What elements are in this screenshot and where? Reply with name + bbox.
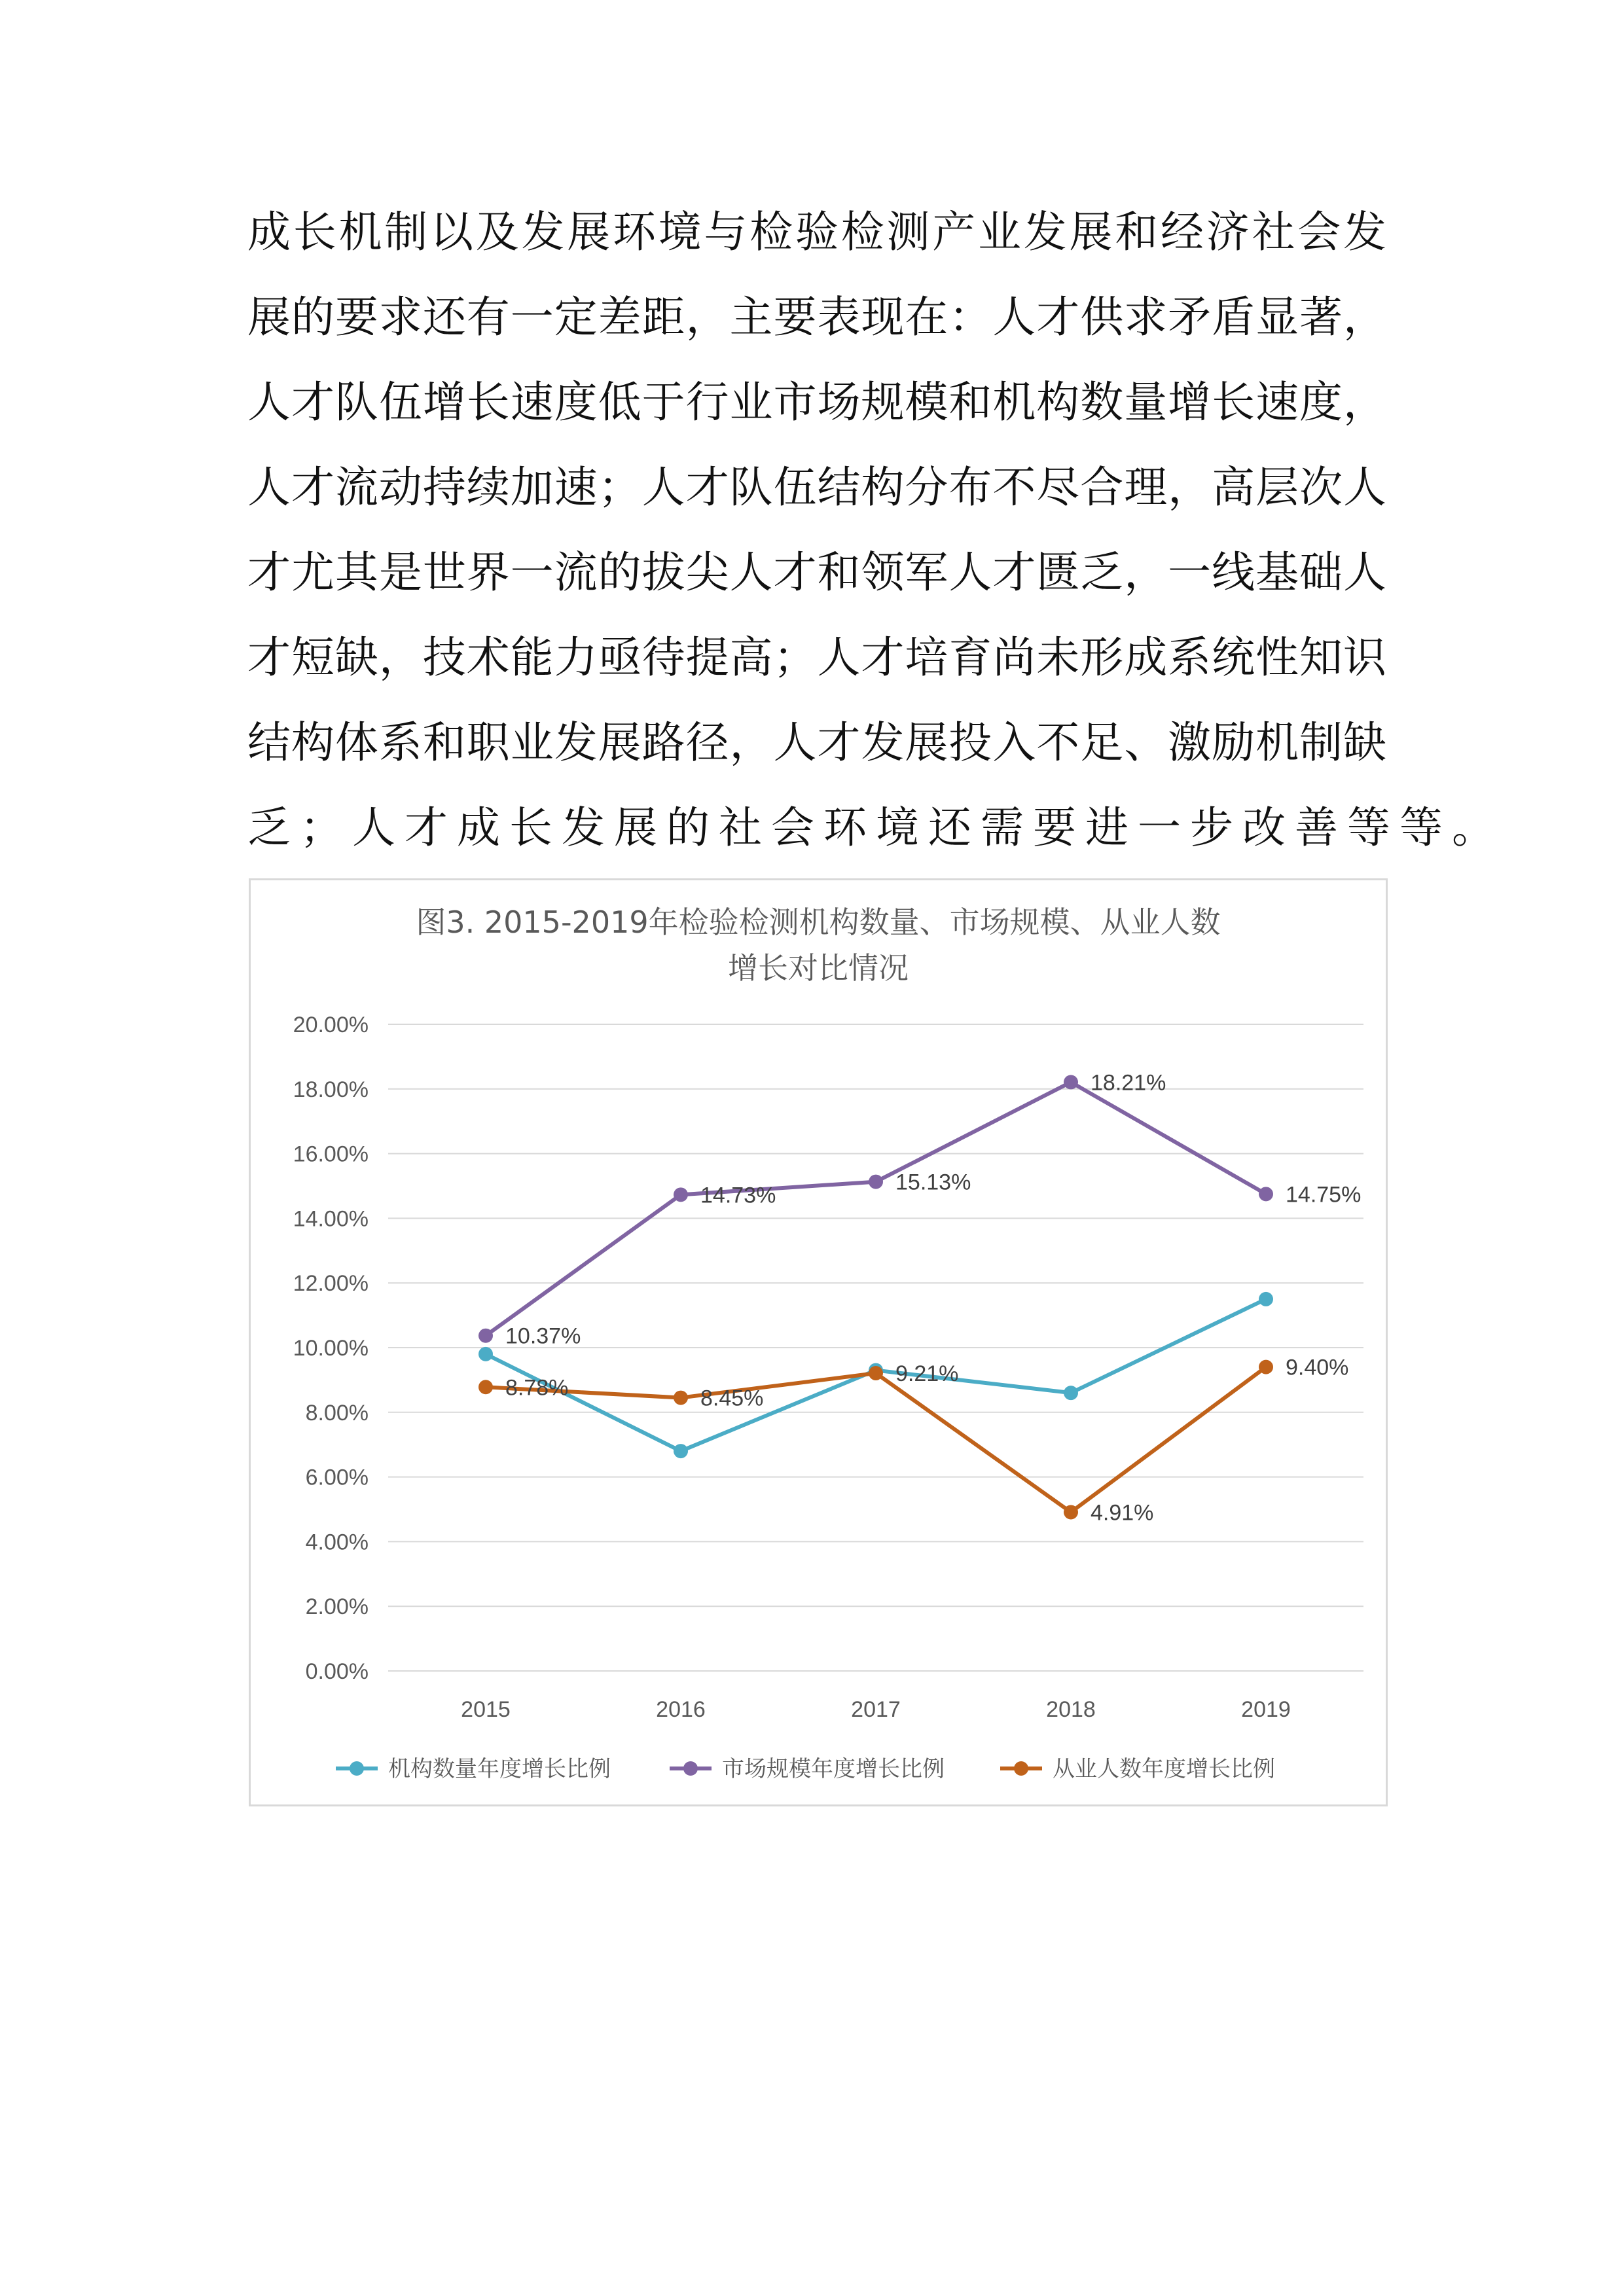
legend-swatch-marker: [683, 1761, 698, 1776]
x-tick-label: 2017: [851, 1697, 901, 1722]
data-point: [478, 1347, 493, 1361]
series-group: [478, 1075, 1273, 1519]
legend: [336, 1756, 1275, 1782]
y-tick-label: 0.00%: [305, 1659, 369, 1684]
data-point: [674, 1444, 688, 1458]
paragraph-line: 才短缺，技术能力亟待提高；人才培育尚未形成系统性知识: [247, 632, 1386, 683]
paragraph-line: 乏；人才成长发展的社会环境还需要进一步改善等等。: [247, 802, 1504, 853]
y-tick-label: 12.00%: [293, 1271, 369, 1297]
paragraph-line: 结构体系和职业发展路径，人才发展投入不足、激励机制缺: [247, 717, 1386, 768]
x-tick-label: 2016: [656, 1697, 706, 1722]
legend-swatch-marker: [1014, 1761, 1028, 1776]
series-line: [486, 1082, 1266, 1335]
data-point: [1259, 1292, 1273, 1306]
legend-label: 从业人数年度增长比例: [1053, 1756, 1275, 1782]
data-point: [1259, 1360, 1273, 1374]
data-label: 18.21%: [1091, 1070, 1166, 1096]
chart-title-line: 增长对比情况: [728, 950, 909, 986]
line-chart: [251, 880, 1386, 1804]
y-tick-label: 20.00%: [293, 1013, 369, 1037]
y-tick-label: 10.00%: [293, 1336, 369, 1361]
data-labels: [505, 1070, 1361, 1525]
x-tick-label: 2015: [461, 1697, 511, 1722]
data-point: [674, 1391, 688, 1405]
data-label: 8.78%: [505, 1375, 569, 1401]
y-axis-tick-labels: [293, 1013, 369, 1684]
data-label: 8.45%: [700, 1386, 764, 1411]
paragraph-line: 人才流动持续加速；人才队伍结构分布不尽合理，高层次人: [247, 462, 1386, 512]
data-point: [1064, 1075, 1078, 1089]
y-tick-label: 14.00%: [293, 1206, 369, 1232]
x-tick-label: 2019: [1241, 1697, 1291, 1722]
data-point: [674, 1187, 688, 1202]
data-label: 9.21%: [895, 1361, 959, 1387]
data-label: 15.13%: [895, 1170, 971, 1195]
data-point: [869, 1175, 883, 1189]
paragraph-line: 才尤其是世界一流的拔尖人才和领军人才匮乏，一线基础人: [247, 547, 1386, 598]
data-point: [1064, 1505, 1078, 1519]
paragraph-line: 展的要求还有一定差距，主要表现在：人才供求矛盾显著，: [247, 292, 1386, 342]
data-point: [478, 1380, 493, 1394]
x-axis-tick-labels: [461, 1697, 1291, 1722]
data-label: 9.40%: [1286, 1355, 1349, 1380]
legend-swatch-marker: [350, 1761, 364, 1776]
y-tick-label: 2.00%: [305, 1594, 369, 1620]
x-tick-label: 2018: [1046, 1697, 1096, 1722]
data-point: [478, 1329, 493, 1343]
paragraph-line: 成长机制以及发展环境与检验检测产业发展和经济社会发: [247, 207, 1386, 257]
y-tick-label: 16.00%: [293, 1141, 369, 1167]
chart-figure: [249, 878, 1388, 1806]
y-tick-label: 4.00%: [305, 1530, 369, 1555]
series-line: [486, 1367, 1266, 1513]
chart-title-line: 图3. 2015-2019年检验检测机构数量、市场规模、从业人数: [416, 905, 1221, 940]
paragraph-line: 人才队伍增长速度低于行业市场规模和机构数量增长速度，: [247, 377, 1386, 427]
y-tick-label: 18.00%: [293, 1077, 369, 1102]
data-point: [1259, 1187, 1273, 1201]
data-label: 4.91%: [1091, 1500, 1154, 1526]
data-point: [1064, 1386, 1078, 1400]
legend-label: 市场规模年度增长比例: [722, 1756, 945, 1782]
chart-title: [416, 905, 1220, 986]
data-label: 10.37%: [505, 1323, 581, 1349]
data-point: [869, 1366, 883, 1380]
data-label: 14.73%: [700, 1183, 776, 1208]
data-label: 14.75%: [1286, 1182, 1362, 1208]
y-tick-label: 8.00%: [305, 1400, 369, 1426]
y-tick-label: 6.00%: [305, 1465, 369, 1490]
legend-label: 机构数量年度增长比例: [388, 1756, 611, 1782]
